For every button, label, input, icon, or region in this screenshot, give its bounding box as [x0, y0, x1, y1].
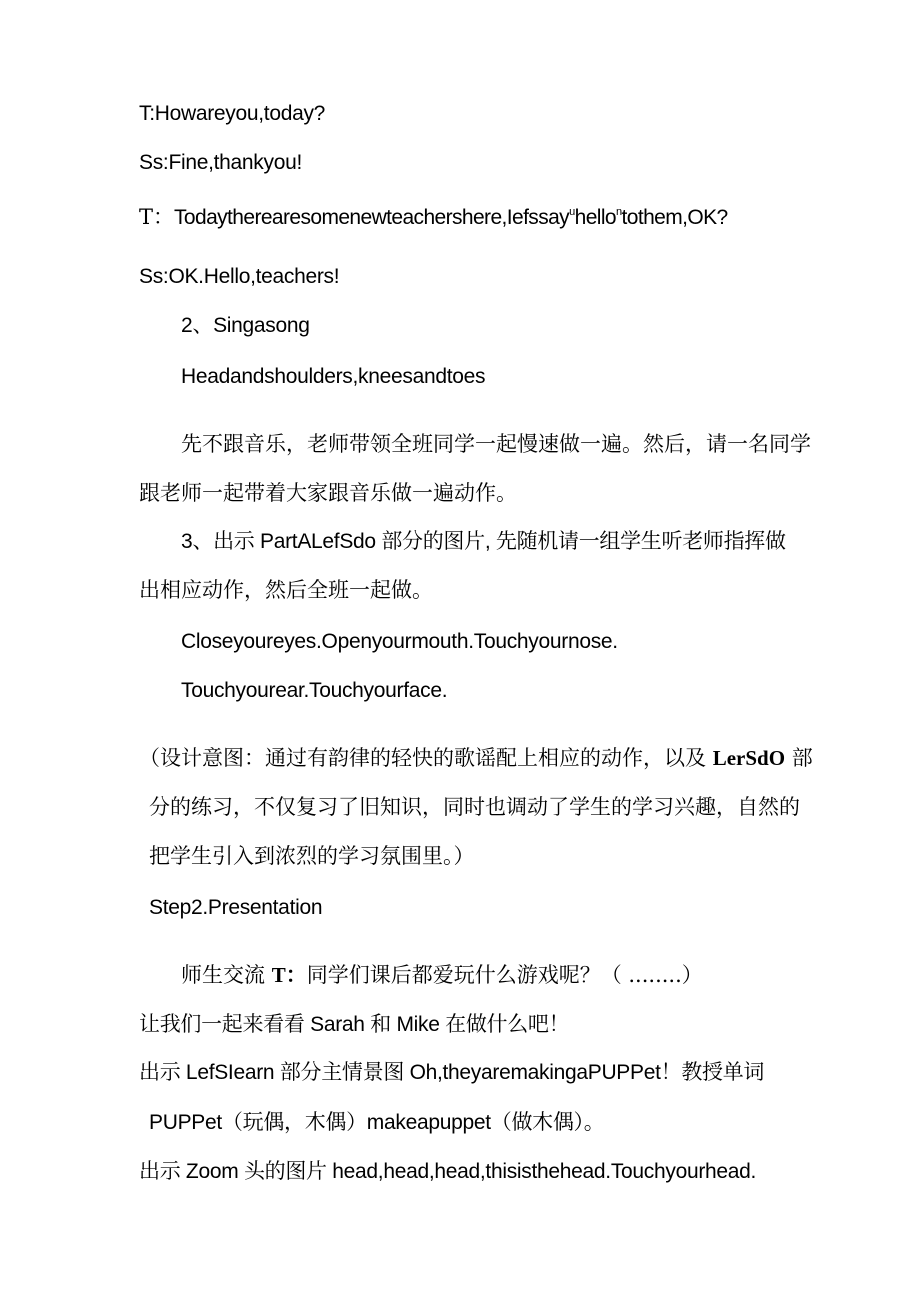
presentation-line-4: PUPPet（玩偶，木偶）makeapuppet（做木偶）。 [149, 1111, 605, 1134]
design-intent-text-after: 部 [785, 746, 813, 770]
dialogue-line-1: T:Howareyou,today? [139, 102, 326, 125]
presentation-line-1 [181, 962, 703, 988]
presentation-text-after: 同学们课后都爱玩什么游戏呢？（ ........） [306, 963, 703, 987]
song-description-line-2: 跟老师一起带着大家跟音乐做一遍动作。 [139, 481, 517, 505]
design-intent-text-before: （设计意图：通过有韵律的轻快的歌谣配上相应的动作，以及 [139, 746, 713, 770]
presentation-heading: Step2.Presentation [149, 896, 323, 919]
presentation-line-2: 让我们一起来看看 Sarah 和 Mike 在做什么吧！ [139, 1013, 570, 1036]
dialogue-line-3 [139, 204, 728, 231]
design-intent-line-2: 分的练习，不仅复习了旧知识，同时也调动了学生的学习兴趣，自然的 [149, 795, 800, 819]
design-intent-bold-term: LerSdO [712, 746, 786, 770]
song-description-line-1: 先不跟音乐，老师带领全班同学一起慢速做一遍。然后，请一名同学 [181, 432, 811, 456]
presentation-bold-speaker: T： [271, 963, 307, 987]
dialogue-line-4: Ss:OK.Hello,teachers! [139, 265, 340, 288]
design-intent-line-3: 把学生引入到浓烈的学习氛围里。） [149, 844, 475, 868]
song-title: Headandshoulders,kneesandtoes [181, 365, 486, 388]
song-heading: 2、Singasong [181, 314, 310, 337]
activity-line-1: 3、出示 PartALefSdo 部分的图片, 先随机请一组学生听老师指挥做 [181, 530, 786, 553]
dialogue-text-before: Todaytherearesomenewteachershere,Iefssay [174, 206, 570, 229]
dialogue-quoted-word: hello [574, 206, 616, 229]
dialogue-line-2: Ss:Fine,thankyou! [139, 151, 302, 174]
dialogue-text-after: tothem,OK? [621, 206, 728, 229]
activity-commands-1: Closeyoureyes.Openyourmouth.Touchyournose. [181, 630, 618, 653]
presentation-text-before: 师生交流 [181, 963, 272, 987]
close-quote-mark: n [616, 206, 622, 218]
dialogue-speaker: T： [139, 205, 175, 229]
presentation-line-3: 出示 LefSIearn 部分主情景图 Oh,theyaremakingaPUPPet！教授单词 [139, 1061, 765, 1084]
open-quote-mark: u [569, 206, 575, 218]
activity-line-2: 出相应动作，然后全班一起做。 [139, 578, 433, 602]
design-intent-line-1 [139, 745, 813, 771]
presentation-line-5: 出示 Zoom 头的图片 head,head,head,thisisthehead.Touchyourhead. [139, 1160, 757, 1183]
activity-commands-2: Touchyourear.Touchyourface. [181, 679, 448, 702]
